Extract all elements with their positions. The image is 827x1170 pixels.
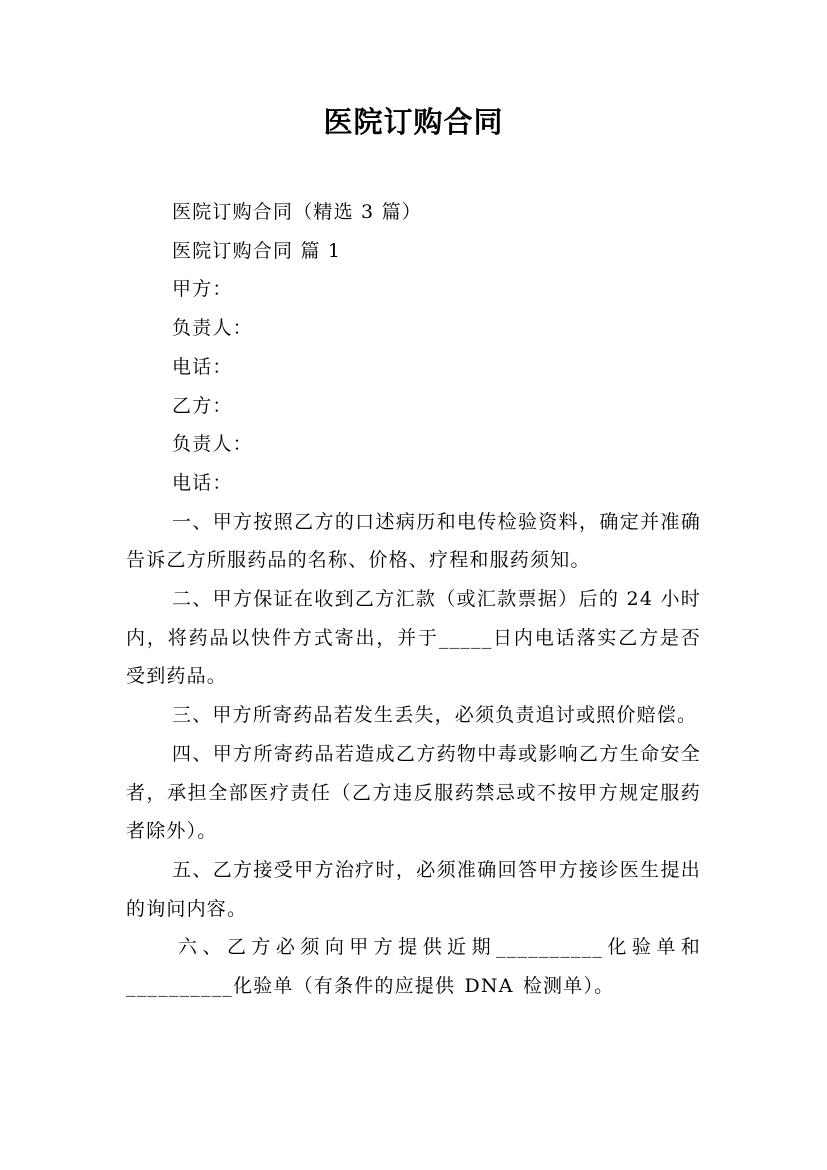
party-a-responsible-label: 负责人： bbox=[172, 317, 253, 340]
clause-2: 二、甲方保证在收到乙方汇款（或汇款票据）后的 24 小时内，将药品以快件方式寄出，并于_____日内电话落实乙方是否受到药品。 bbox=[126, 588, 701, 688]
clause-5: 五、乙方接受甲方治疗时，必须准确回答甲方接诊医生提出的询问内容。 bbox=[126, 858, 701, 920]
party-b-label: 乙方： bbox=[172, 394, 233, 417]
subtitle-line: 医院订购合同（精选 3 篇） bbox=[172, 201, 422, 223]
document-title: 医院订购合同 bbox=[323, 105, 504, 139]
document-body bbox=[126, 193, 701, 1006]
clause-4: 四、甲方所寄药品若造成乙方药物中毒或影响乙方生命安全者，承担全部医疗责任（乙方违反服药禁忌或不按甲方规定服药者除外）。 bbox=[126, 742, 701, 843]
section-heading: 医院订购合同 篇 1 bbox=[172, 239, 342, 262]
party-a-label: 甲方： bbox=[172, 278, 233, 301]
party-b-phone-label: 电话： bbox=[172, 471, 233, 494]
party-a-phone-label: 电话： bbox=[172, 355, 233, 378]
party-b-responsible-label: 负责人： bbox=[172, 433, 253, 456]
clause-3: 三、甲方所寄药品若发生丢失，必须负责追讨或照价赔偿。 bbox=[172, 704, 698, 727]
clause-6: 六、乙方必须向甲方提供近期__________化验单和__________化验单（有条件的应提供 DNA 检测单）。 bbox=[126, 936, 701, 998]
clause-1: 一、甲方按照乙方的口述病历和电传检验资料，确定并准确告诉乙方所服药品的名称、价格、疗程和服药须知。 bbox=[126, 510, 701, 572]
